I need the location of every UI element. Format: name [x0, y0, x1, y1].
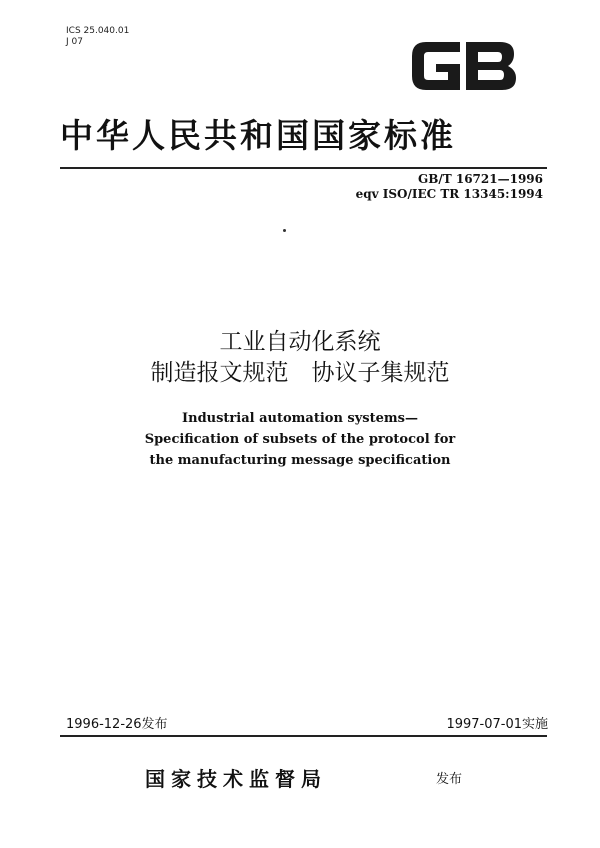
classification-codes [66, 26, 129, 48]
publish-label: 发布 [436, 772, 463, 787]
english-title-line-1: Industrial automation systems— [182, 411, 418, 426]
standard-codes [356, 172, 543, 202]
standard-code: GB/T 16721—1996 [417, 172, 543, 186]
chinese-title-line-1: 工业自动化系统 [219, 329, 381, 355]
bottom-divider [60, 735, 547, 737]
equivalent-standard: eqv ISO/IEC TR 13345:1994 [355, 187, 543, 201]
issuing-authority: 国家技术监督局 [145, 767, 327, 791]
gb-logo [408, 38, 520, 94]
ics-code: ICS 25.040.01 [66, 26, 130, 36]
chinese-title [0, 327, 600, 389]
class-code: J 07 [66, 37, 83, 47]
english-title-line-3: the manufacturing message specification [149, 453, 451, 468]
gb-logo-graphic [408, 38, 520, 94]
english-title [0, 408, 600, 471]
speck-mark [283, 229, 286, 232]
english-title-line-2: Specification of subsets of the protocol for [144, 432, 456, 447]
standard-title: 中华人民共和国国家标准 [60, 116, 456, 155]
issue-date: 1996-12-26发布 [66, 717, 168, 732]
effective-date: 1997-07-01实施 [446, 717, 548, 732]
chinese-title-line-2: 制造报文规范 协议子集规范 [150, 360, 450, 386]
top-divider [60, 167, 547, 169]
